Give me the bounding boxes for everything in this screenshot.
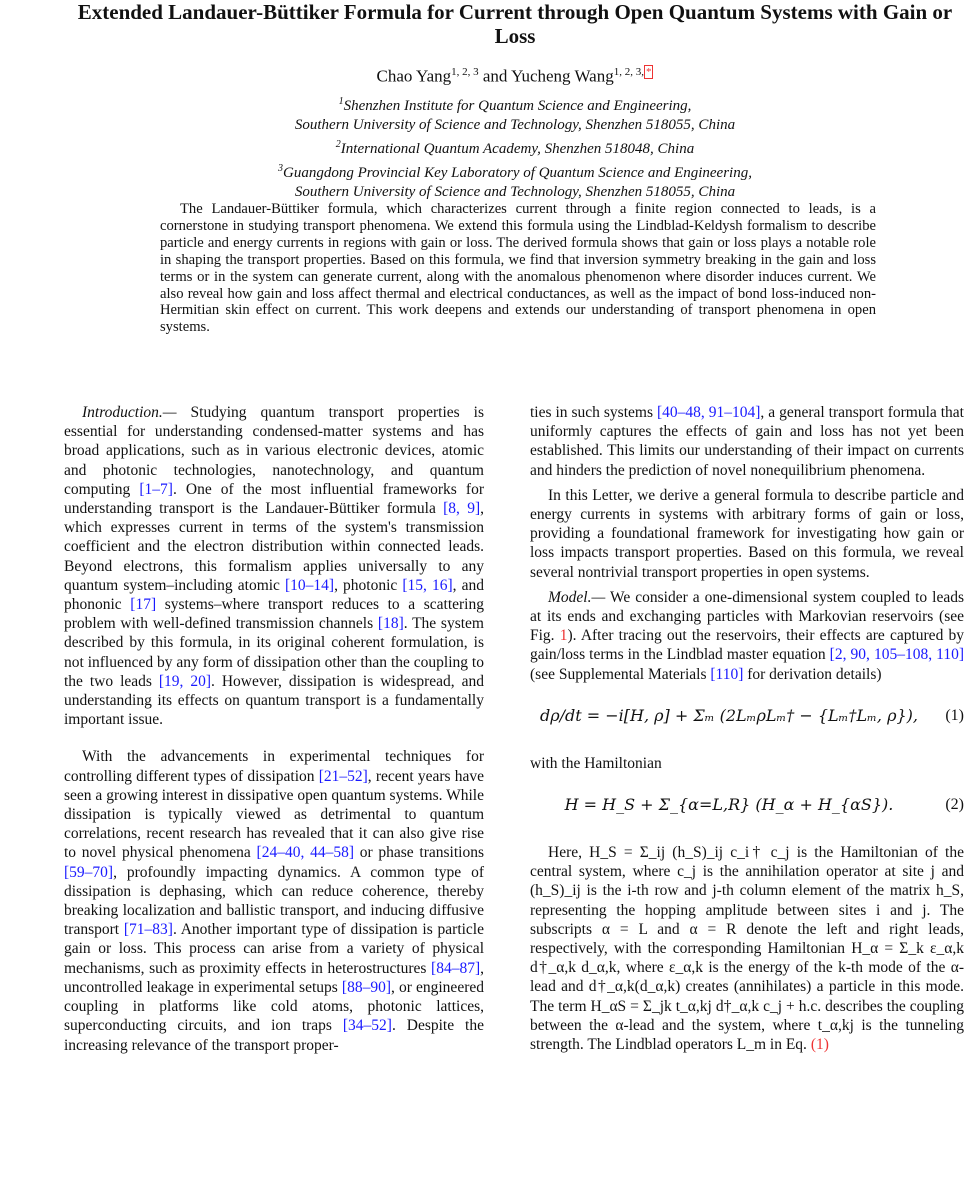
citation-link[interactable]: [17] [130, 596, 157, 614]
affiliations [70, 92, 960, 202]
abstract: The Landauer-Büttiker formula, which characterizes current through a finite region connected to leads, is a cornerstone in studying transport phenomena. We extend this formula using the Lindblad-Keldysh formalism to describe particle and energy currents in regions with gain or loss. The derived formula shows that gain or loss plays a notable role in shaping the transport properties. Based on this formula, we find that inversion symmetry breaking in the gain and loss terms or in the system can generate current, along with the anomalous phenomenon where disorder induces current. We also reveal how gain and loss affect thermal and electrical conductances, as well as the impact of bond loss-induced non-Hermitian skin effect on current. This work deepens and extends our understanding of transport phenomena in open systems. [160, 201, 876, 336]
citation-link[interactable]: [71–83] [123, 921, 173, 939]
citation-link[interactable]: [2, 90, 105–108, 110] [829, 646, 964, 664]
continued-paragraph: ties in such systems [40–48, 91–104], a general transport formula that uniformly captures the effects of gain and loss has not yet been established. This limits our understanding of their impact on currents and hinders the prediction of novel nonequilibrium phenomena. [530, 404, 964, 479]
equation-link[interactable]: (1) [810, 1036, 829, 1054]
section-heading-model: Model.— [548, 588, 606, 606]
figure-link[interactable]: 1 [559, 627, 568, 645]
equation-2 [530, 783, 964, 837]
author-1-affil: 1, 2, 3 [451, 66, 479, 78]
affiliation-line: $^3$Guangdong Provincial Key Laboratory of Quantum Science and Engineering, [278, 163, 752, 181]
right-column [530, 403, 964, 1060]
intro-paragraph: Introduction.— Studying quantum transport properties is essential for understanding condensed-matter systems and has broad applications, such as in various electronic devices, atomic and photonic technologies, nanotechnology, and quantum computing [1–7]. One of the most influential frameworks for understanding transport is the Landauer-Büttiker formula [8, 9], which expresses current in terms of the system's transmission coefficient and the electron distribution within connected leads. Beyond electrons, this formalism applies universally to any quantum system–including atomic [10–14], photonic [15, 16], and phononic [17] systems–where transport reduces to a scattering problem with well-defined transmission channels [18]. The system described by this formula, in its original coherent formulation, is not influenced by any form of dissipation other than the coupling to the two leads [19, 20]. However, dissipation is widespread, and understanding its effects on quantum transport is a fundamentally important issue. [64, 404, 484, 729]
author-2: Yucheng Wang [511, 66, 614, 86]
citation-link[interactable]: [84–87] [431, 959, 481, 977]
affiliation-line: $^2$International Quantum Academy, Shenzhen 518048, China [335, 139, 695, 157]
citation-link[interactable]: [24–40, 44–58] [256, 844, 354, 862]
section-heading-introduction: Introduction.— [82, 404, 177, 421]
equation-2-number: (2) [945, 796, 964, 814]
hamiltonian-description: Here, H_S = Σ_ij (h_S)_ij c_i† c_j is the Hamiltonian of the central system, where c_j is the annihilation operator at site j and (h_S)_ij is the i-th row and j-th column element of the matrix h_S, representing the hopping amplitude between sites i and j. The subscripts α = L and α = R denote the left and right leads, respectively, with the corresponding Hamiltonian H_α = Σ_k ε_α,k d†_α,k d_α,k, where ε_α,k is the energy of the k-th mode of the α-lead and d†_α,k(d_α,k) creates (annihilates) a particle in this mode. The term H_αS = Σ_jk t_α,kj d†_α,k c_j + h.c. describes the coupling between the α-lead and the system, where t_α,kj is the tunneling strength. The Lindblad operators L_m in Eq. (1) [530, 844, 964, 1054]
citation-link[interactable]: [59–70] [64, 863, 114, 881]
equation-1-number: (1) [945, 706, 964, 724]
model-paragraph: Model.— We consider a one-dimensional system coupled to leads at its ends and exchanging particles with Markovian reservoirs (see Fig. 1). After tracing out the reservoirs, their effects are captured by gain/loss terms in the Lindblad master equation [2, 90, 105–108, 110] (see Supplemental Materials [110] for derivation details) [530, 588, 964, 683]
equation-1 [530, 694, 964, 748]
affiliation-line: Southern University of Science and Technology, Shenzhen 518055, China [294, 184, 736, 200]
citation-link[interactable]: [15, 16] [402, 576, 453, 594]
citation-link[interactable]: [34–52] [342, 1017, 392, 1035]
citation-link[interactable]: [10–14] [285, 576, 335, 594]
citation-link[interactable]: [1–7] [139, 480, 173, 498]
hamiltonian-intro: with the Hamiltonian [530, 754, 662, 772]
author-and: and [482, 66, 508, 86]
citation-link[interactable]: [88–90] [341, 978, 391, 996]
affiliation-line: Southern University of Science and Technology, Shenzhen 518055, China [294, 117, 736, 133]
letter-paragraph: In this Letter, we derive a general formula to describe particle and energy currents in systems with arbitrary forms of gain or loss, providing a foundational framework for investigating how gain or loss impacts transport properties. Based on this formula, we reveal several nontrivial transport properties in open systems. [530, 486, 964, 581]
author-line [70, 66, 960, 87]
citation-link[interactable]: [21–52] [318, 767, 368, 785]
paper-title: Extended Landauer-Büttiker Formula for Current through Open Quantum Systems with Gain or Loss [77, 0, 953, 48]
citation-link[interactable]: [19, 20] [158, 672, 211, 690]
dissipation-paragraph: With the advancements in experimental techniques for controlling different types of dissipation [21–52], recent years have seen a growing interest in dissipative open quantum systems. While dissipation is typically viewed as detrimental to quantum correlations, recent research has revealed that it can also give rise to novel physical phenomena [24–40, 44–58] or phase transitions [59–70], profoundly impacting dynamics. A common type of dissipation is dephasing, which can reduce coherence, thereby breaking localization and ballistic transport, and inducing diffusive transport [71–83]. Another important type of dissipation is particle gain or loss. This process can arise from a variety of physical mechanisms, such as proximity effects in heterostructures [84–87], uncontrolled leakage in experimental setups [88–90], or engineered coupling in platforms like cold atoms, photonic lattices, superconducting circuits, and ion traps [34–52]. Despite the increasing relevance of the transport proper- [64, 748, 484, 1054]
citation-link[interactable]: [40–48, 91–104] [656, 404, 761, 421]
left-column [64, 403, 484, 1061]
author-2-affil: 1, 2, 3, * [613, 66, 652, 78]
equation-2-body: H = H_S + Σ_{α=L,R} (H_α + H_{αS}). [564, 795, 894, 815]
citation-link[interactable]: [8, 9] [443, 500, 481, 518]
citation-link[interactable]: [18] [377, 615, 404, 633]
citation-link[interactable]: [110] [710, 665, 744, 683]
corresponding-author-link[interactable]: * [645, 66, 652, 78]
affiliation-line: $^1$Shenzhen Institute for Quantum Science and Engineering, [338, 96, 692, 114]
author-1: Chao Yang [376, 66, 452, 86]
equation-1-body: dρ/dt = −i[H, ρ] + Σₘ (2LₘρLₘ† − {Lₘ†Lₘ, ρ}), [539, 705, 919, 725]
